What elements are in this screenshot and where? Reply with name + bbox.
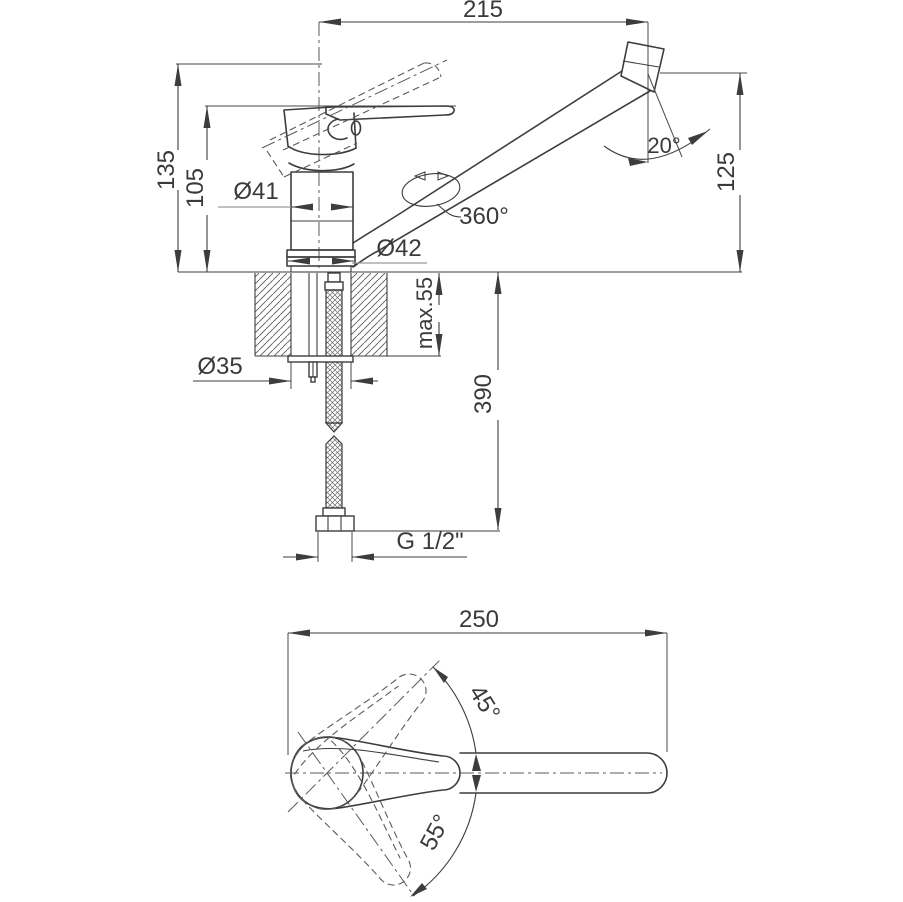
dimension-body-diameter bbox=[218, 178, 353, 207]
lever-handle-side bbox=[326, 106, 454, 139]
dim-d35-label: Ø35 bbox=[197, 353, 243, 380]
dim-max55-label: max.55 bbox=[412, 276, 437, 350]
dim-d42-label: Ø42 bbox=[376, 235, 422, 262]
hose-break-upper bbox=[326, 423, 342, 432]
hose-collar bbox=[323, 508, 345, 516]
hose-ferrule bbox=[325, 282, 343, 290]
base-ring bbox=[291, 266, 351, 272]
dim-d41-label: Ø41 bbox=[233, 178, 279, 205]
mounting-washer bbox=[288, 356, 353, 362]
dim-20deg-label: 20° bbox=[647, 133, 681, 158]
worktop-hatch-right bbox=[351, 273, 387, 356]
flex-hose-lower bbox=[326, 436, 342, 508]
dim-135-label: 135 bbox=[153, 149, 180, 191]
body-cylinder bbox=[291, 172, 353, 250]
hose-hex-nut bbox=[316, 516, 354, 531]
worktop-hatch-left bbox=[255, 273, 291, 356]
dim-55deg-label: 55° bbox=[414, 810, 456, 855]
hose-ferrule-top bbox=[328, 273, 340, 282]
base-flange bbox=[287, 250, 355, 257]
faucet-side-view bbox=[262, 42, 664, 272]
dimension-max55 bbox=[412, 273, 439, 356]
dim-45deg-label: 45° bbox=[463, 680, 506, 726]
dimension-135 bbox=[153, 64, 180, 272]
worktop-section bbox=[255, 273, 387, 356]
dim-thread-label: G 1/2" bbox=[396, 528, 464, 555]
dimension-thread bbox=[283, 528, 467, 557]
stud-tip bbox=[311, 377, 315, 382]
dimension-215 bbox=[319, 0, 648, 23]
dim-105-label: 105 bbox=[182, 167, 209, 209]
dimension-125 bbox=[713, 73, 740, 272]
handle-pivot-detail bbox=[352, 121, 361, 135]
dim-390-label: 390 bbox=[470, 373, 497, 415]
dim-360-label: 360° bbox=[459, 203, 509, 230]
plan-axis-55 bbox=[298, 732, 414, 896]
dim-215-label: 215 bbox=[462, 0, 504, 23]
dim-125-label: 125 bbox=[713, 151, 740, 193]
threaded-stud-shaft bbox=[309, 273, 317, 356]
below-deck-parts bbox=[288, 273, 354, 531]
dim-250-label: 250 bbox=[458, 606, 500, 633]
dimension-390 bbox=[470, 272, 498, 530]
dimension-105 bbox=[182, 106, 209, 272]
plan-axis-45 bbox=[288, 658, 442, 812]
dimension-250 bbox=[288, 606, 667, 633]
